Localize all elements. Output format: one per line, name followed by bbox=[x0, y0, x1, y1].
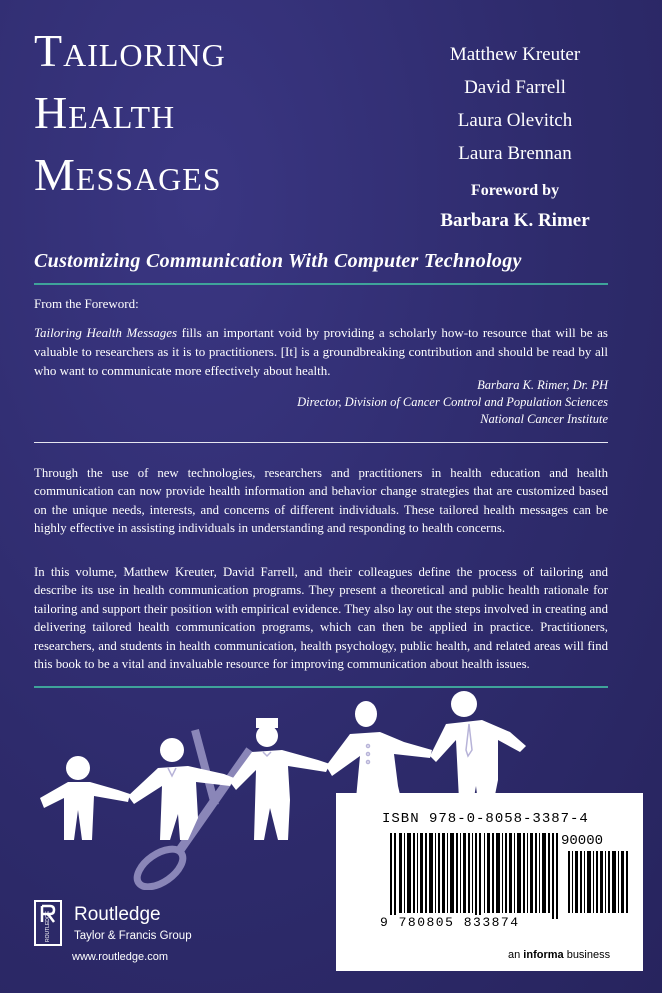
ean-number: 9 780805 833874 bbox=[380, 915, 520, 930]
barcode-panel bbox=[336, 793, 643, 971]
foreword-label: Foreword by bbox=[470, 182, 560, 199]
divider-rule bbox=[34, 283, 608, 285]
publisher-name: Routledge bbox=[74, 904, 161, 925]
attribution-line: National Cancer Institute bbox=[480, 412, 608, 426]
price-code: 90000 bbox=[561, 833, 604, 849]
author-name: Laura Brennan bbox=[458, 143, 572, 164]
quote-attribution bbox=[208, 377, 608, 428]
author-name: Laura Olevitch bbox=[457, 110, 573, 131]
publisher-group: Taylor & Francis Group bbox=[74, 930, 192, 942]
foreword-heading: From the Foreword: bbox=[34, 296, 139, 311]
attribution-line: Director, Division of Cancer Control and Population Sciences bbox=[297, 395, 608, 409]
quote-book-title: Tailoring Health Messages bbox=[34, 325, 178, 340]
attribution-line: Barbara K. Rimer, Dr. PH bbox=[477, 378, 608, 392]
author-list bbox=[400, 38, 630, 170]
title-line-2: Health bbox=[34, 87, 176, 138]
quote-text: fills an important void by providing a scholarly how-to resource that will be as valuable to researchers as it is to practitioners. [It] is a groundbreaking contribution and should be read by all who want to communicate more effectively about health. bbox=[34, 325, 608, 378]
author-name: Matthew Kreuter bbox=[449, 44, 581, 65]
publisher-url: www.routledge.com bbox=[72, 951, 168, 963]
book-subtitle: Customizing Communication With Computer Technology bbox=[34, 250, 522, 272]
title-line-1: Tailoring bbox=[34, 25, 226, 76]
divider-rule bbox=[34, 686, 608, 688]
informa-brand: informa bbox=[523, 949, 564, 961]
routledge-logo-icon bbox=[34, 900, 62, 946]
logo-text: ROUTLEDGE bbox=[45, 910, 51, 942]
informa-suffix: business bbox=[563, 949, 611, 961]
book-title bbox=[34, 20, 404, 206]
description-paragraph-2: In this volume, Matthew Kreuter, David Farrell, and their colleagues define the process of tailoring and describe its use in health communication programs. They present a theoretical and public health rationale for tailoring and support their position with empirical evidence. They also lay out the steps involved in creating and delivering tailored health communication programs, which can then be applied in practice. Practitioners, researchers, and students in health communication, health psychology, public health, and related areas will find this book to be a vital and invaluable resource for improving communication about health issues. bbox=[34, 565, 608, 672]
informa-prefix: an bbox=[508, 949, 524, 961]
foreword-quote bbox=[34, 323, 608, 380]
author-name: David Farrell bbox=[464, 77, 566, 98]
isbn-label: ISBN 978-0-8058-3387-4 bbox=[382, 811, 589, 827]
description-paragraph-1: Through the use of new technologies, researchers and practitioners in health education and health communication can now provide health information and behavior change strategies that are customized based on the unique needs, interests, and concerns of different individuals. These tailored health messages can be highly effective in assisting individuals in understanding and responding to health concerns. bbox=[34, 466, 608, 536]
divider-rule bbox=[34, 442, 608, 443]
informa-business bbox=[508, 949, 610, 961]
foreword-author: Barbara K. Rimer bbox=[440, 210, 590, 231]
title-line-3: Messages bbox=[34, 149, 222, 200]
